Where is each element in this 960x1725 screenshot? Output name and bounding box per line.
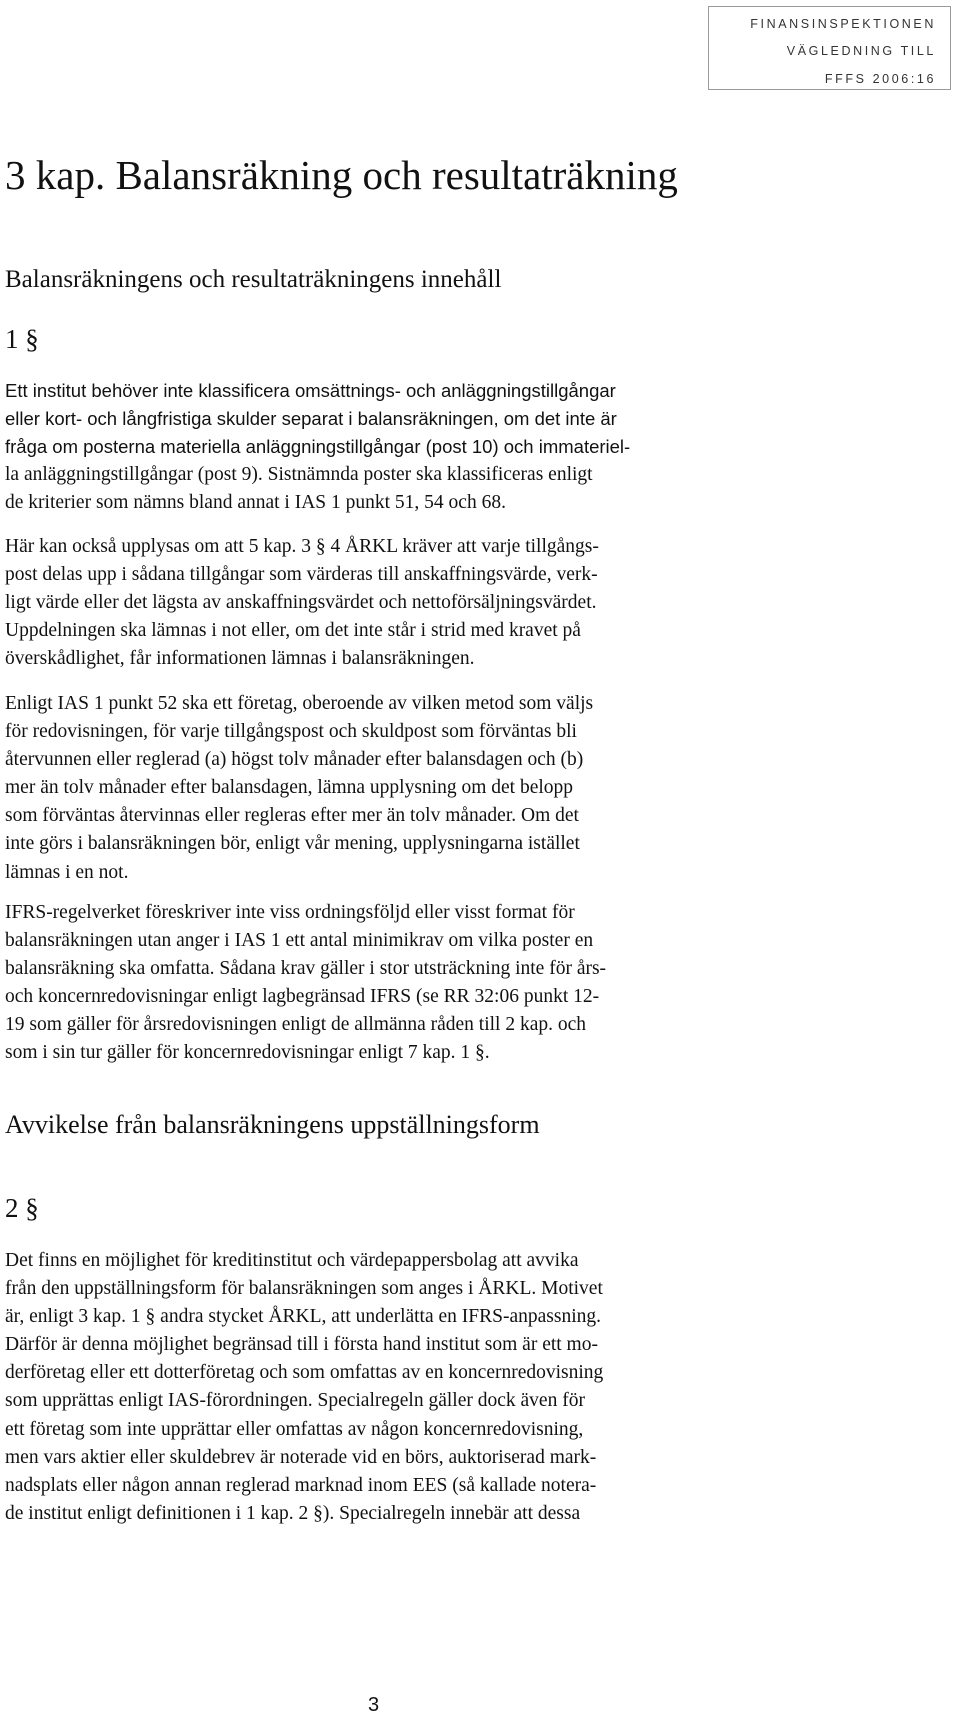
text-line: Här kan också upplysas om att 5 kap. 3 § 4 ÅRKL kräver att varje tillgångs-	[5, 536, 599, 557]
text-line: inte görs i balansräkningen bör, enligt vår mening, upplysningarna istället	[5, 833, 580, 855]
text-line: balansräkning ska omfatta. Sådana krav gäller i stor utsträckning inte för års-	[5, 958, 607, 980]
text-line: IFRS-regelverket föreskriver inte viss ordningsföljd eller visst format för	[5, 902, 575, 923]
text-line: som förväntas återvinnas eller regleras efter mer än tolv månader. Om det	[5, 805, 579, 827]
text-line: som upprättas enligt IAS-förordningen. Specialregeln gäller dock även för	[5, 1390, 585, 1412]
text-line: post delas upp i sådana tillgångar som värderas till anskaffningsvärde, verk-	[5, 564, 598, 586]
text-line: är, enligt 3 kap. 1 § andra stycket ÅRKL, att underlätta en IFRS-anpassning.	[5, 1306, 601, 1328]
text-line: ett företag som inte upprättar eller omfattas av någon koncernredovisning,	[5, 1418, 584, 1440]
text-line: fråga om posterna materiella anläggningstillgångar (post 10) och immateriel-	[5, 436, 631, 458]
text-line: lämnas i en not.	[5, 861, 129, 883]
chapter-title: 3 kap. Balansräkning och resultaträkning	[5, 152, 678, 198]
document-header-box	[708, 6, 951, 90]
section-heading: Avvikelse från balansräkningens uppställningsform	[5, 1110, 540, 1139]
text-line: som i sin tur gäller för koncernredovisningar enligt 7 kap. 1 §.	[5, 1042, 490, 1064]
header-agency: FINANSINSPEKTIONEN	[750, 17, 936, 31]
text-line: mer än tolv månader efter balansdagen, lämna upplysning om det belopp	[5, 777, 574, 799]
text-line: eller kort- och långfristiga skulder separat i balansräkningen, om det inte är	[5, 408, 617, 430]
section1-paragraph-2	[5, 533, 599, 673]
text-line: återvunnen eller reglerad (a) högst tolv månader efter balansdagen och (b)	[5, 749, 584, 771]
section1-paragraph-4	[5, 899, 606, 1068]
text-line: och koncernredovisningar enligt lagbegränsad IFRS (se RR 32:06 punkt 12-	[5, 986, 600, 1008]
text-line: Därför är denna möjlighet begränsad till i första hand institut som är ett mo-	[5, 1334, 598, 1356]
header-regulation: FFFS 2006:16	[824, 72, 936, 86]
text-line: nadsplats eller någon annan reglerad marknad inom EES (så kallade notera-	[5, 1474, 597, 1496]
page-number: 3	[368, 1694, 380, 1716]
text-line: men vars aktier eller skuldebrev är noterade vid en börs, auktoriserad mark-	[5, 1446, 597, 1468]
section2-paragraph-1	[5, 1247, 603, 1528]
text-line: Enligt IAS 1 punkt 52 ska ett företag, oberoende av vilken metod som väljs	[5, 693, 594, 714]
text-line: ligt värde eller det lägsta av anskaffningsvärdet och nettoförsäljningsvärdet.	[5, 592, 597, 614]
text-line: för redovisningen, för varje tillgångspost och skuldpost som förväntas bli	[5, 721, 577, 743]
text-line: de institut enligt definitionen i 1 kap. 2 §). Specialregeln innebär att dessa	[5, 1502, 581, 1524]
section1-paragraph-1	[5, 377, 630, 517]
text-line: 19 som gäller för årsredovisningen enligt de allmänna råden till 2 kap. och	[5, 1014, 587, 1036]
text-line: derföretag eller ett dotterföretag och som omfattas av en koncernredovisning	[5, 1362, 604, 1384]
subheading: Balansräkningens och resultaträkningens innehåll	[5, 266, 502, 293]
text-line: från den uppställningsform för balansräkningen som anges i ÅRKL. Motivet	[5, 1278, 603, 1300]
text-line: balansräkningen utan anger i IAS 1 ett antal minimikrav om vilka poster en	[5, 930, 594, 952]
text-line: la anläggningstillgångar (post 9). Sistnämnda poster ska klassificeras enligt	[5, 464, 593, 486]
text-line: Ett institut behöver inte klassificera omsättnings- och anläggningstillgångar	[5, 380, 616, 401]
text-line: de kriterier som nämns bland annat i IAS 1 punkt 51, 54 och 68.	[5, 492, 506, 514]
section1-paragraph-3	[5, 690, 593, 887]
header-guidance: VÄGLEDNING TILL	[786, 44, 936, 58]
section-number-1: 1 §	[5, 324, 39, 354]
section-number-2: 2 §	[5, 1193, 39, 1223]
text-line: Uppdelningen ska lämnas i not eller, om det inte står i strid med kravet på	[5, 620, 581, 642]
text-line: Det finns en möjlighet för kreditinstitut och värdepappersbolag att avvika	[5, 1250, 579, 1271]
text-line: överskådlighet, får informationen lämnas i balansräkningen.	[5, 648, 475, 670]
